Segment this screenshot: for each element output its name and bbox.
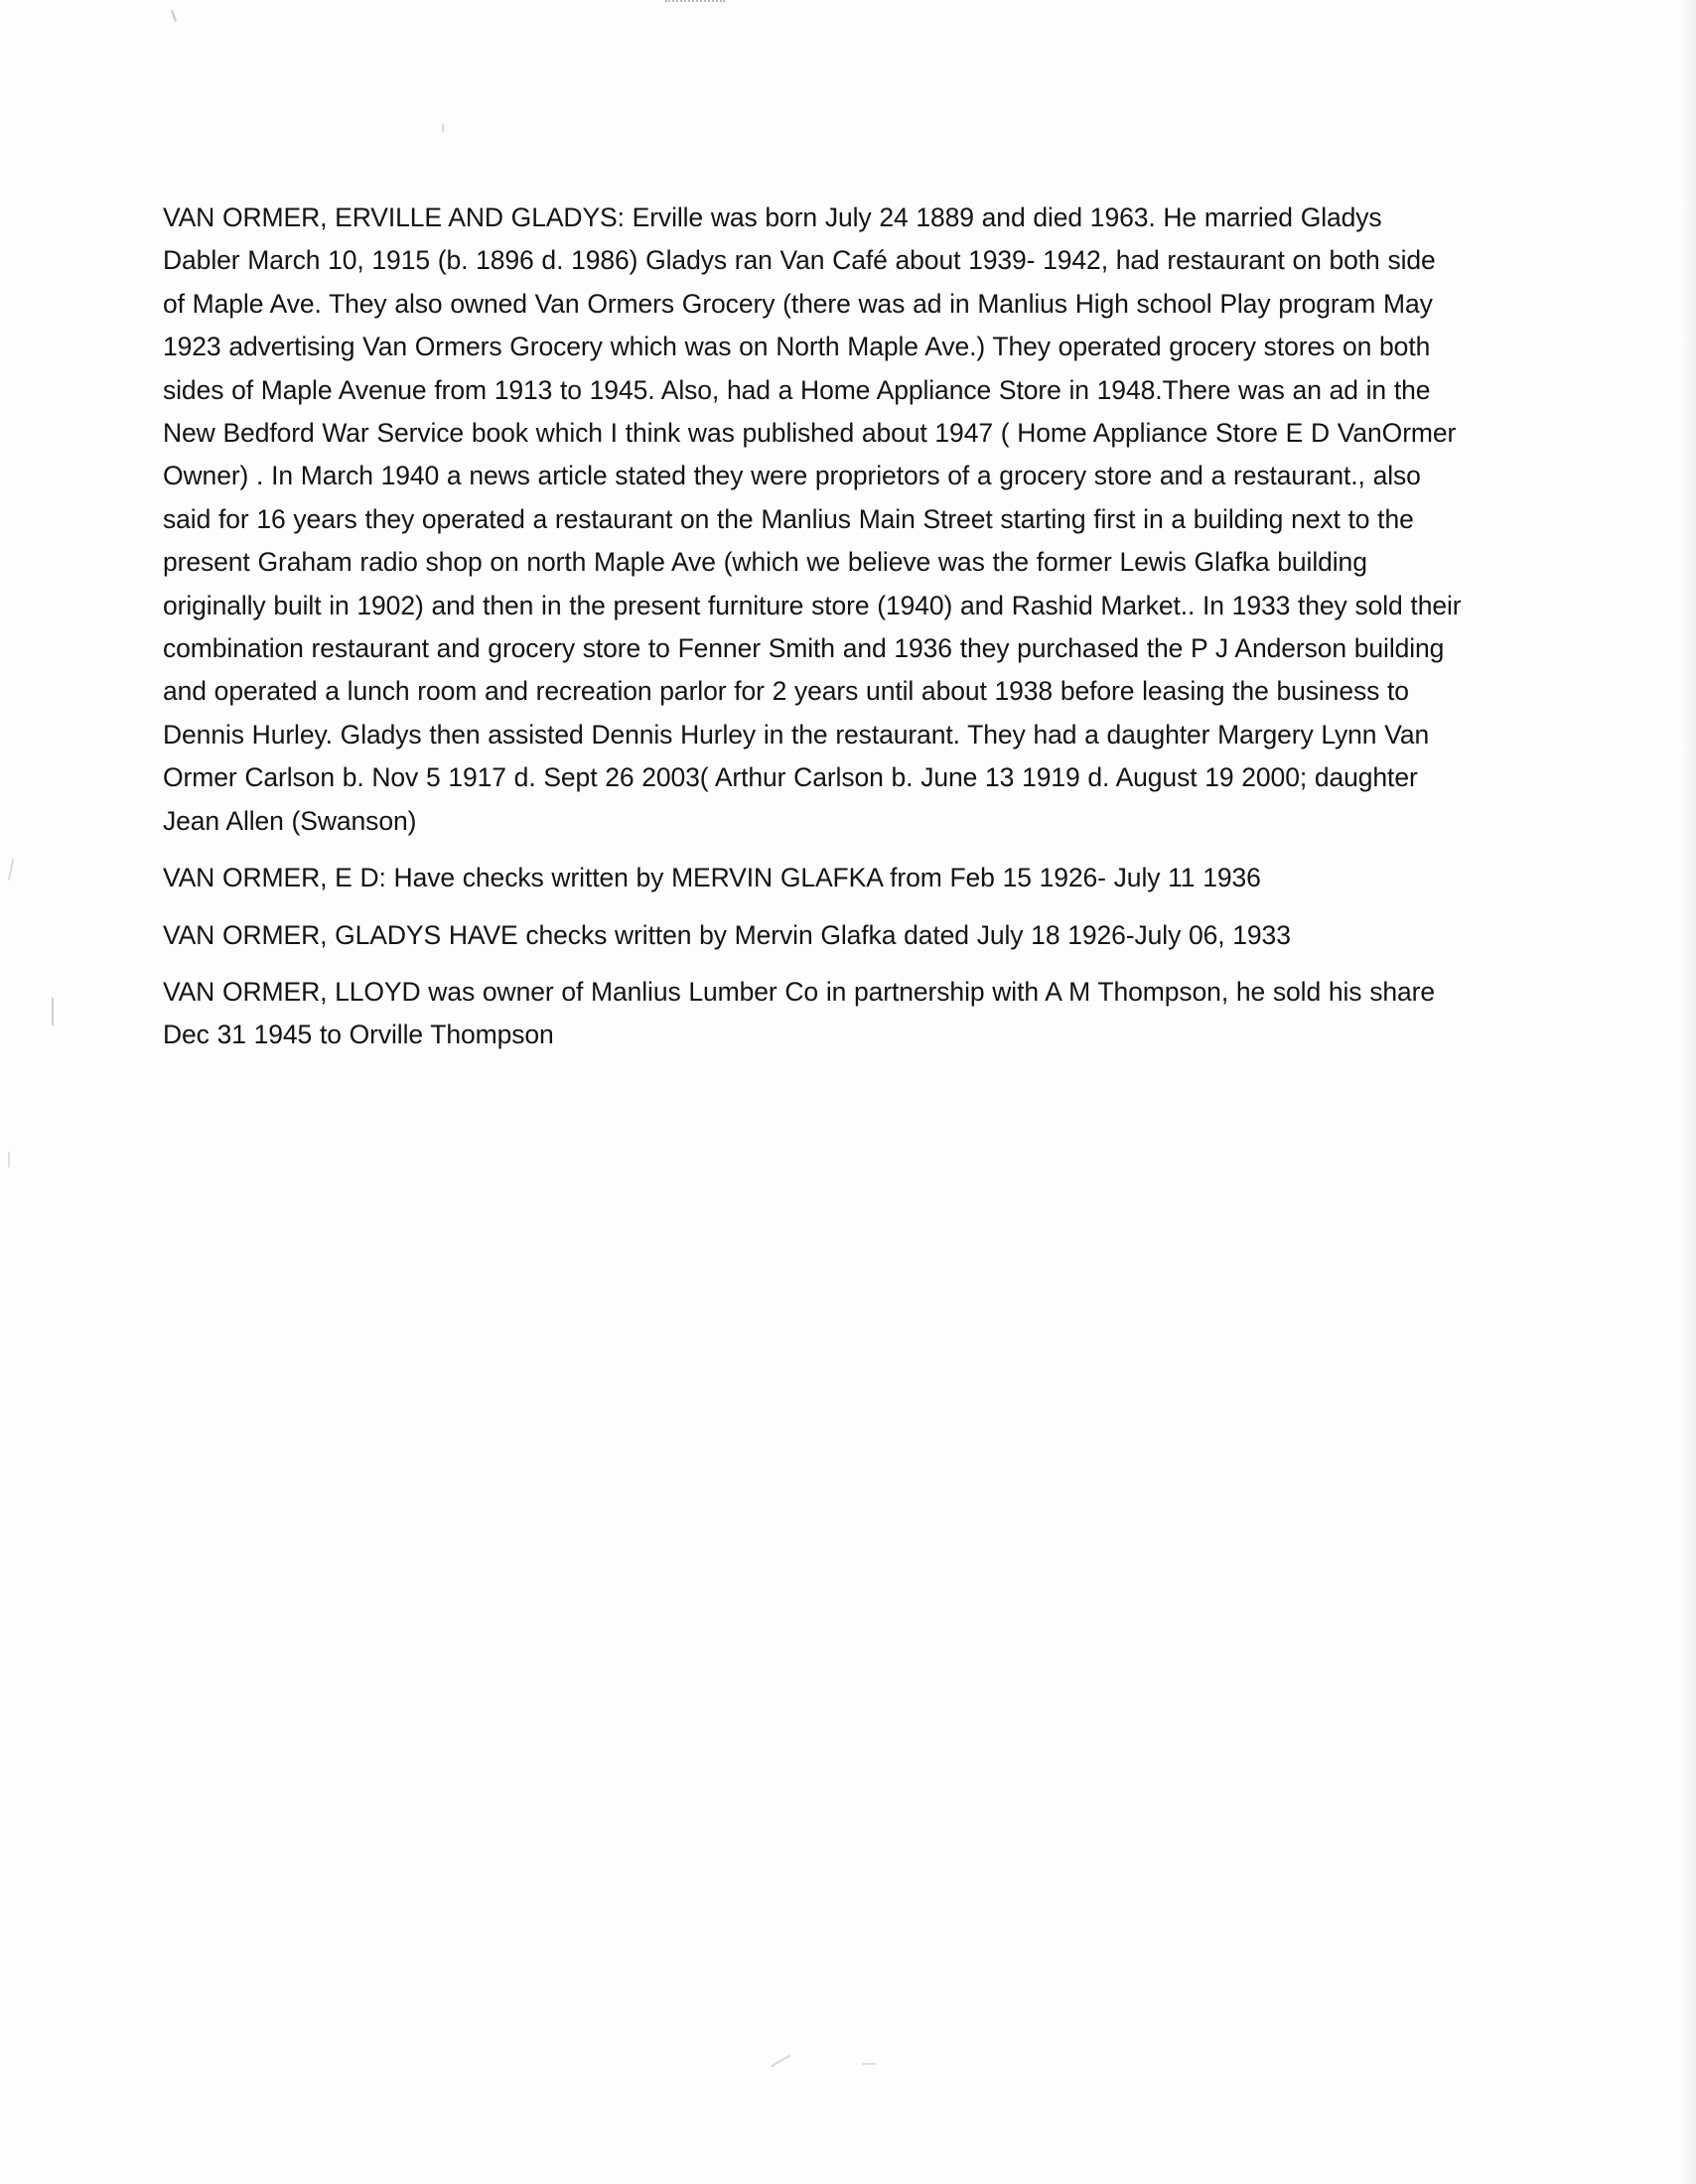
scan-speck [442,124,444,132]
scan-speck [8,859,15,881]
scan-speck [665,0,725,6]
scan-edge-shadow [1682,0,1696,2184]
entry-van-ormer-e-d: VAN ORMER, E D: Have checks written by MERVIN GLAFKA from Feb 15 1926- July 11 1936 [163,863,1261,893]
entry-van-ormer-lloyd: VAN ORMER, LLOYD was owner of Manlius Lumber Co in partnership with A M Thompson, he sold his share Dec 31 1945 to Orville Thompson [163,976,1435,1050]
scan-speck [52,998,54,1025]
scan-speck [8,1152,10,1167]
document-body [163,197,1464,1057]
entry-van-ormer-erville-gladys: VAN ORMER, ERVILLE AND GLADYS: Erville was born July 24 1889 and died 1963. He married Gladys Dabler March 10, 1915 (b. 1896 d. 1986) Gladys ran Van Café about 1939- 1942, had restaurant on both side of Maple Ave. They also owned Van Ormers Grocery (there was ad in Manlius High school Play program May 1923 advertising Van Ormers Grocery which was on North Maple Ave.) They operated grocery stores on both sides of Maple Avenue from 1913 to 1945. Also, had a Home Appliance Store in 1948.There was an ad in the New Bedford War Service book which I think was published about 1947 ( Home Appliance Store E D VanOrmer Owner) . In March 1940 a news article stated they were proprietors of a grocery store and a restaurant., also said for 16 years they operated a restaurant on the Manlius Main Street starting first in a building next to the present Graham radio shop on north Maple Ave (which we believe was the former Lewis Glafka building originally built in 1902) and then in the present furniture store (1940) and Rashid Market.. In 1933 they sold their combination restaurant and grocery store to Fenner Smith and 1936 they purchased the P J Anderson building and operated a lunch room and recreation parlor for 2 years until about 1938 before leasing the business to Dennis Hurley. Gladys then assisted Dennis Hurley in the restaurant. They had a daughter Margery Lynn Van Ormer Carlson b. Nov 5 1917 d. Sept 26 2003( Arthur Carlson b. June 13 1919 d. August 19 2000; daughter Jean Allen (Swanson) [163,203,1462,836]
scan-speck [771,2055,790,2068]
scan-speck [862,2063,876,2065]
entry-van-ormer-gladys: VAN ORMER, GLADYS HAVE checks written by Mervin Glafka dated July 18 1926-July 06, 1933 [163,919,1291,950]
scan-speck [171,10,177,22]
